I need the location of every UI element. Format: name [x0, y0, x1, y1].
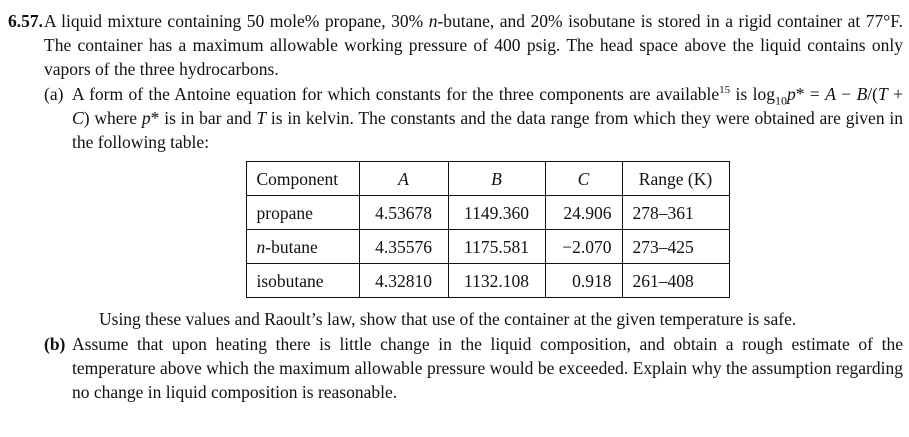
header-C: C	[545, 162, 622, 196]
cell-range: 278–361	[622, 196, 729, 230]
part-a	[44, 82, 903, 331]
header-A: A	[359, 162, 448, 196]
eq-var-A: A	[825, 84, 836, 104]
table-row-n-butane	[246, 230, 729, 264]
eq-minus: −	[835, 84, 857, 104]
cell-range: 261–408	[622, 264, 729, 298]
part-b	[44, 332, 903, 404]
eq-var-T: T	[877, 84, 888, 104]
cell-component: isobutane	[246, 264, 359, 298]
antoine-constants-table	[246, 161, 730, 298]
eq-var-B: B	[856, 84, 868, 104]
eq-log-subscript: 10	[775, 93, 787, 108]
table-row-propane	[246, 196, 729, 230]
part-b-text: Assume that upon heating there is little change in the liquid composition, and obtain a rough estimate of the temperature above which the maximum allowable pressure would be exceeded. Explain why the assumption regarding no change in liquid composition is reasonable.	[72, 334, 903, 402]
cell-C: 0.918	[545, 264, 622, 298]
eq-rest-2: is in kelvin. The constants and the data range from which they were obtained are given in the following table:	[72, 108, 903, 152]
eq-slash: /(	[867, 84, 878, 104]
header-range: Range (K)	[622, 162, 729, 196]
header-component: Component	[246, 162, 359, 196]
cell-B: 1132.108	[448, 264, 545, 298]
eq-var-T-2: T	[256, 108, 267, 128]
eq-star: *	[795, 84, 805, 104]
eq-close: ) where	[83, 108, 142, 128]
table-row-isobutane	[246, 264, 729, 298]
part-a-intro	[72, 82, 903, 154]
intro-italic-n: n	[428, 11, 438, 31]
part-a-label: (a)	[44, 84, 64, 104]
eq-var-C: C	[72, 108, 84, 128]
eq-log: log	[752, 84, 775, 104]
problem-6-57	[8, 9, 903, 404]
cell-A: 4.53678	[359, 196, 448, 230]
cell-component-italic: n	[256, 236, 266, 257]
part-a-text-2: is	[730, 84, 748, 104]
cell-component: propane	[246, 196, 359, 230]
eq-p-star: p	[787, 84, 796, 104]
intro-text-2: -butane, and 20% isobutane is stored in a rigid container at 77°F. The container has a maximum allowable working pressure of 400 psig. The head space above the liquid contains only vapors of the three hydrocarbons.	[44, 11, 903, 79]
problem-number: 6.57.	[8, 11, 43, 31]
cell-C: 24.906	[545, 196, 622, 230]
cell-A: 4.32810	[359, 264, 448, 298]
cell-component-rest: -butane	[265, 236, 318, 257]
part-a-text-1: A form of the Antoine equation for which constants for the three components are available	[72, 84, 720, 104]
intro-text-1: A liquid mixture containing 50 mole% propane, 30%	[44, 11, 429, 31]
eq-rest-1: is in bar and	[159, 108, 257, 128]
table-header-row	[246, 162, 729, 196]
cell-C: −2.070	[545, 230, 622, 264]
cell-B: 1149.360	[448, 196, 545, 230]
problem-intro	[44, 9, 903, 81]
eq-p-star-2: p	[141, 108, 151, 128]
eq-plus: +	[887, 84, 903, 104]
cell-B: 1175.581	[448, 230, 545, 264]
header-B: B	[448, 162, 545, 196]
cell-A: 4.35576	[359, 230, 448, 264]
cell-range: 273–425	[622, 230, 729, 264]
part-a-conclusion: Using these values and Raoult’s law, show that use of the container at the given temperature is safe.	[99, 309, 797, 329]
eq-star-2: *	[150, 108, 160, 128]
reference-superscript: 15	[719, 84, 731, 97]
part-b-label: (b)	[44, 334, 66, 354]
cell-component	[246, 230, 359, 264]
eq-equals: =	[804, 84, 826, 104]
